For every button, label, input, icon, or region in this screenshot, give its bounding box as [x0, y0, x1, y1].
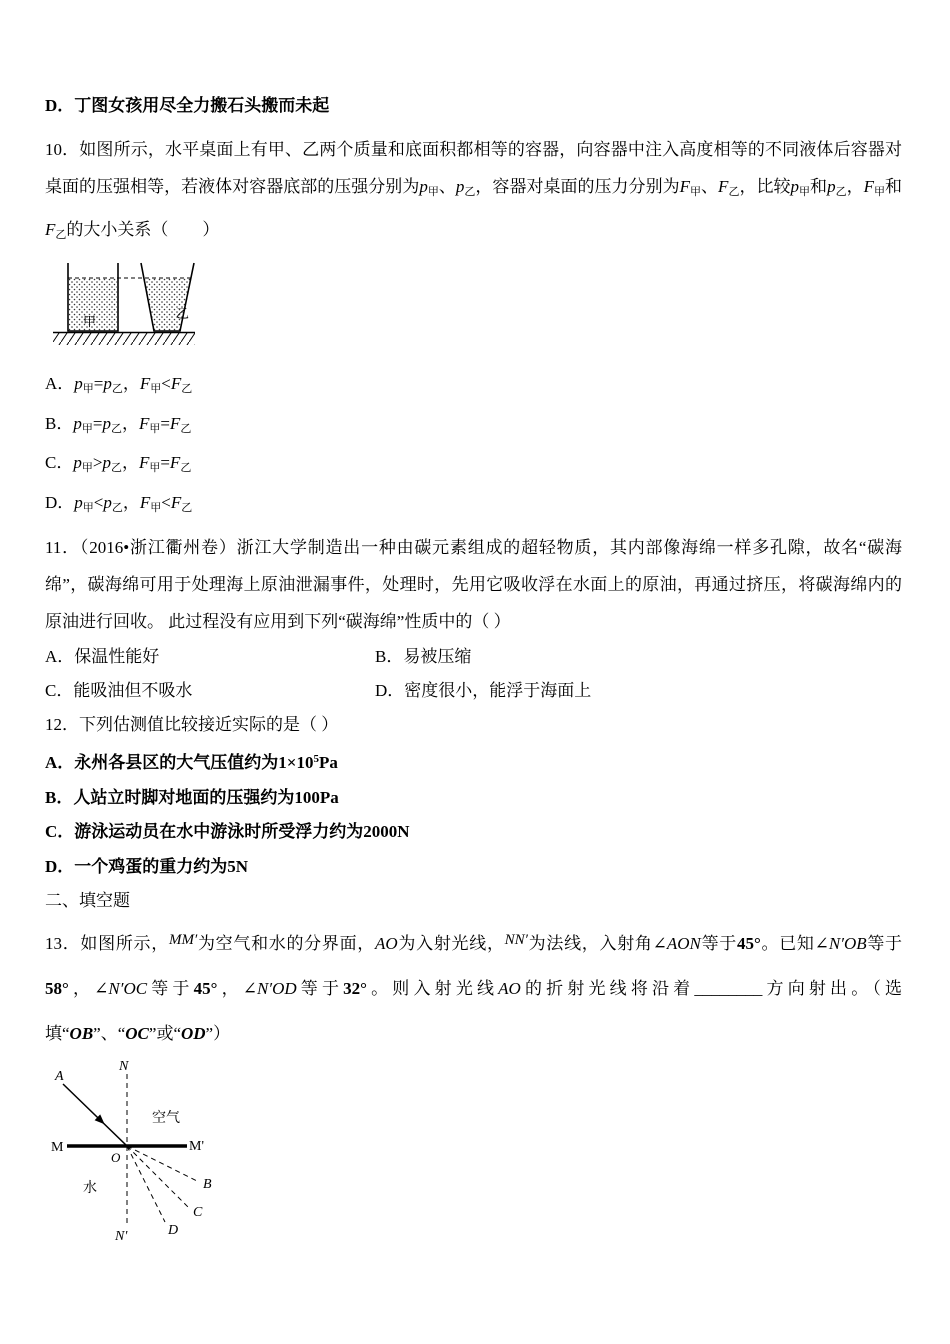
label-water: 水 — [83, 1181, 97, 1196]
label-n: N — [119, 1059, 129, 1074]
q10-option-d: D．$p_甲<p_乙$，$F_甲<F_乙$ — [45, 492, 193, 514]
q12-option-c: C．游泳运动员在水中游泳时所受浮力约为2000N — [45, 822, 410, 841]
q11-option-c: C．能吸油但不吸水 — [45, 681, 193, 700]
q12-option-d: D．一个鸡蛋的重力约为5N — [45, 856, 249, 876]
label-m-prime: M' — [189, 1139, 204, 1154]
q12-option-a: A．永州各县区的大气压值约为$1\times 10^5Pa$ — [45, 753, 338, 772]
section-heading-fill-in: 二、填空题 — [45, 891, 130, 910]
label-a: A — [55, 1069, 64, 1084]
q10-stem: 10．如图所示，水平桌面上有甲、乙两个质量和底面积都相等的容器，向容器中注入高度相等的不同液体后容器对桌面的压强相等，若液体对容器底部的压强分别为$p_甲$、$p_乙$，容器对桌面的压力分别为$F_甲$、$F_乙$，比较$p_甲$和$p_乙$，$F_甲$和$F_乙$的大小关系（ ） — [45, 140, 903, 241]
q11-option-a: A．保温性能好 — [45, 647, 160, 666]
q13-stem: 13．如图所示，MM′为空气和水的分界面，AO为入射光线，NN′为法线，入射角∠AON等于45°。已知∠N′OB等于58°，∠N′OC等于45°，∠N′OD等于32°。则入射光线AO的折射光线将沿着________方向射出。（选填“OB”、“OC”或“OD”） — [45, 932, 903, 1043]
label-jia: 甲 — [83, 314, 97, 329]
q12-stem: 12．下列估测值比较接近实际的是（ ） — [45, 715, 339, 734]
ray-od — [127, 1146, 165, 1222]
incident-ray — [63, 1084, 127, 1146]
q11-options-row1 — [45, 640, 902, 674]
label-m: M — [51, 1140, 64, 1155]
q11-option-b: B．易被压缩 — [375, 647, 472, 666]
liquid-yi — [144, 278, 191, 331]
containers-diagram — [53, 258, 203, 350]
label-c: C — [193, 1205, 203, 1220]
label-yi: 乙 — [176, 306, 190, 321]
q11-stem: 11．（2016•浙江衢州卷）浙江大学制造出一种由碳元素组成的超轻物质，其内部像海绵一样多孔隙，故名“碳海绵”，碳海绵可用于处理海上原油泄漏事件，处理时，先用它吸收浮在水面上的原油，再通过挤压，将碳海绵内的原油进行回收。 此过程没有应用到下列“碳海绵”性质中的（ ） — [45, 538, 902, 631]
refraction-diagram — [49, 1058, 259, 1248]
q10-option-b: B．$p_甲=p_乙$，$F_甲=F_乙$ — [45, 413, 192, 435]
q10-option-a: A．$p_甲=p_乙$，$F_甲<F_乙$ — [45, 374, 193, 395]
label-d: D — [168, 1223, 179, 1238]
q13-figure — [49, 1058, 902, 1253]
q12-option-b: B．人站立时脚对地面的压强约为100Pa — [45, 787, 339, 807]
q9-option-d: D．丁图女孩用尽全力搬石头搬而未起 — [45, 96, 330, 115]
label-air: 空气 — [152, 1111, 180, 1126]
q10-option-c: C．$p_甲>p_乙$，$F_甲=F_乙$ — [45, 453, 192, 474]
label-b: B — [203, 1177, 212, 1192]
label-o: O — [111, 1150, 121, 1165]
q11-options-row2 — [45, 674, 902, 708]
q11-option-d: D．密度很小，能浮于海面上 — [375, 681, 592, 700]
ground-hatching — [53, 333, 195, 345]
label-n-prime: N' — [115, 1229, 128, 1244]
q10-figure — [53, 258, 902, 355]
ray-oc — [127, 1146, 189, 1208]
